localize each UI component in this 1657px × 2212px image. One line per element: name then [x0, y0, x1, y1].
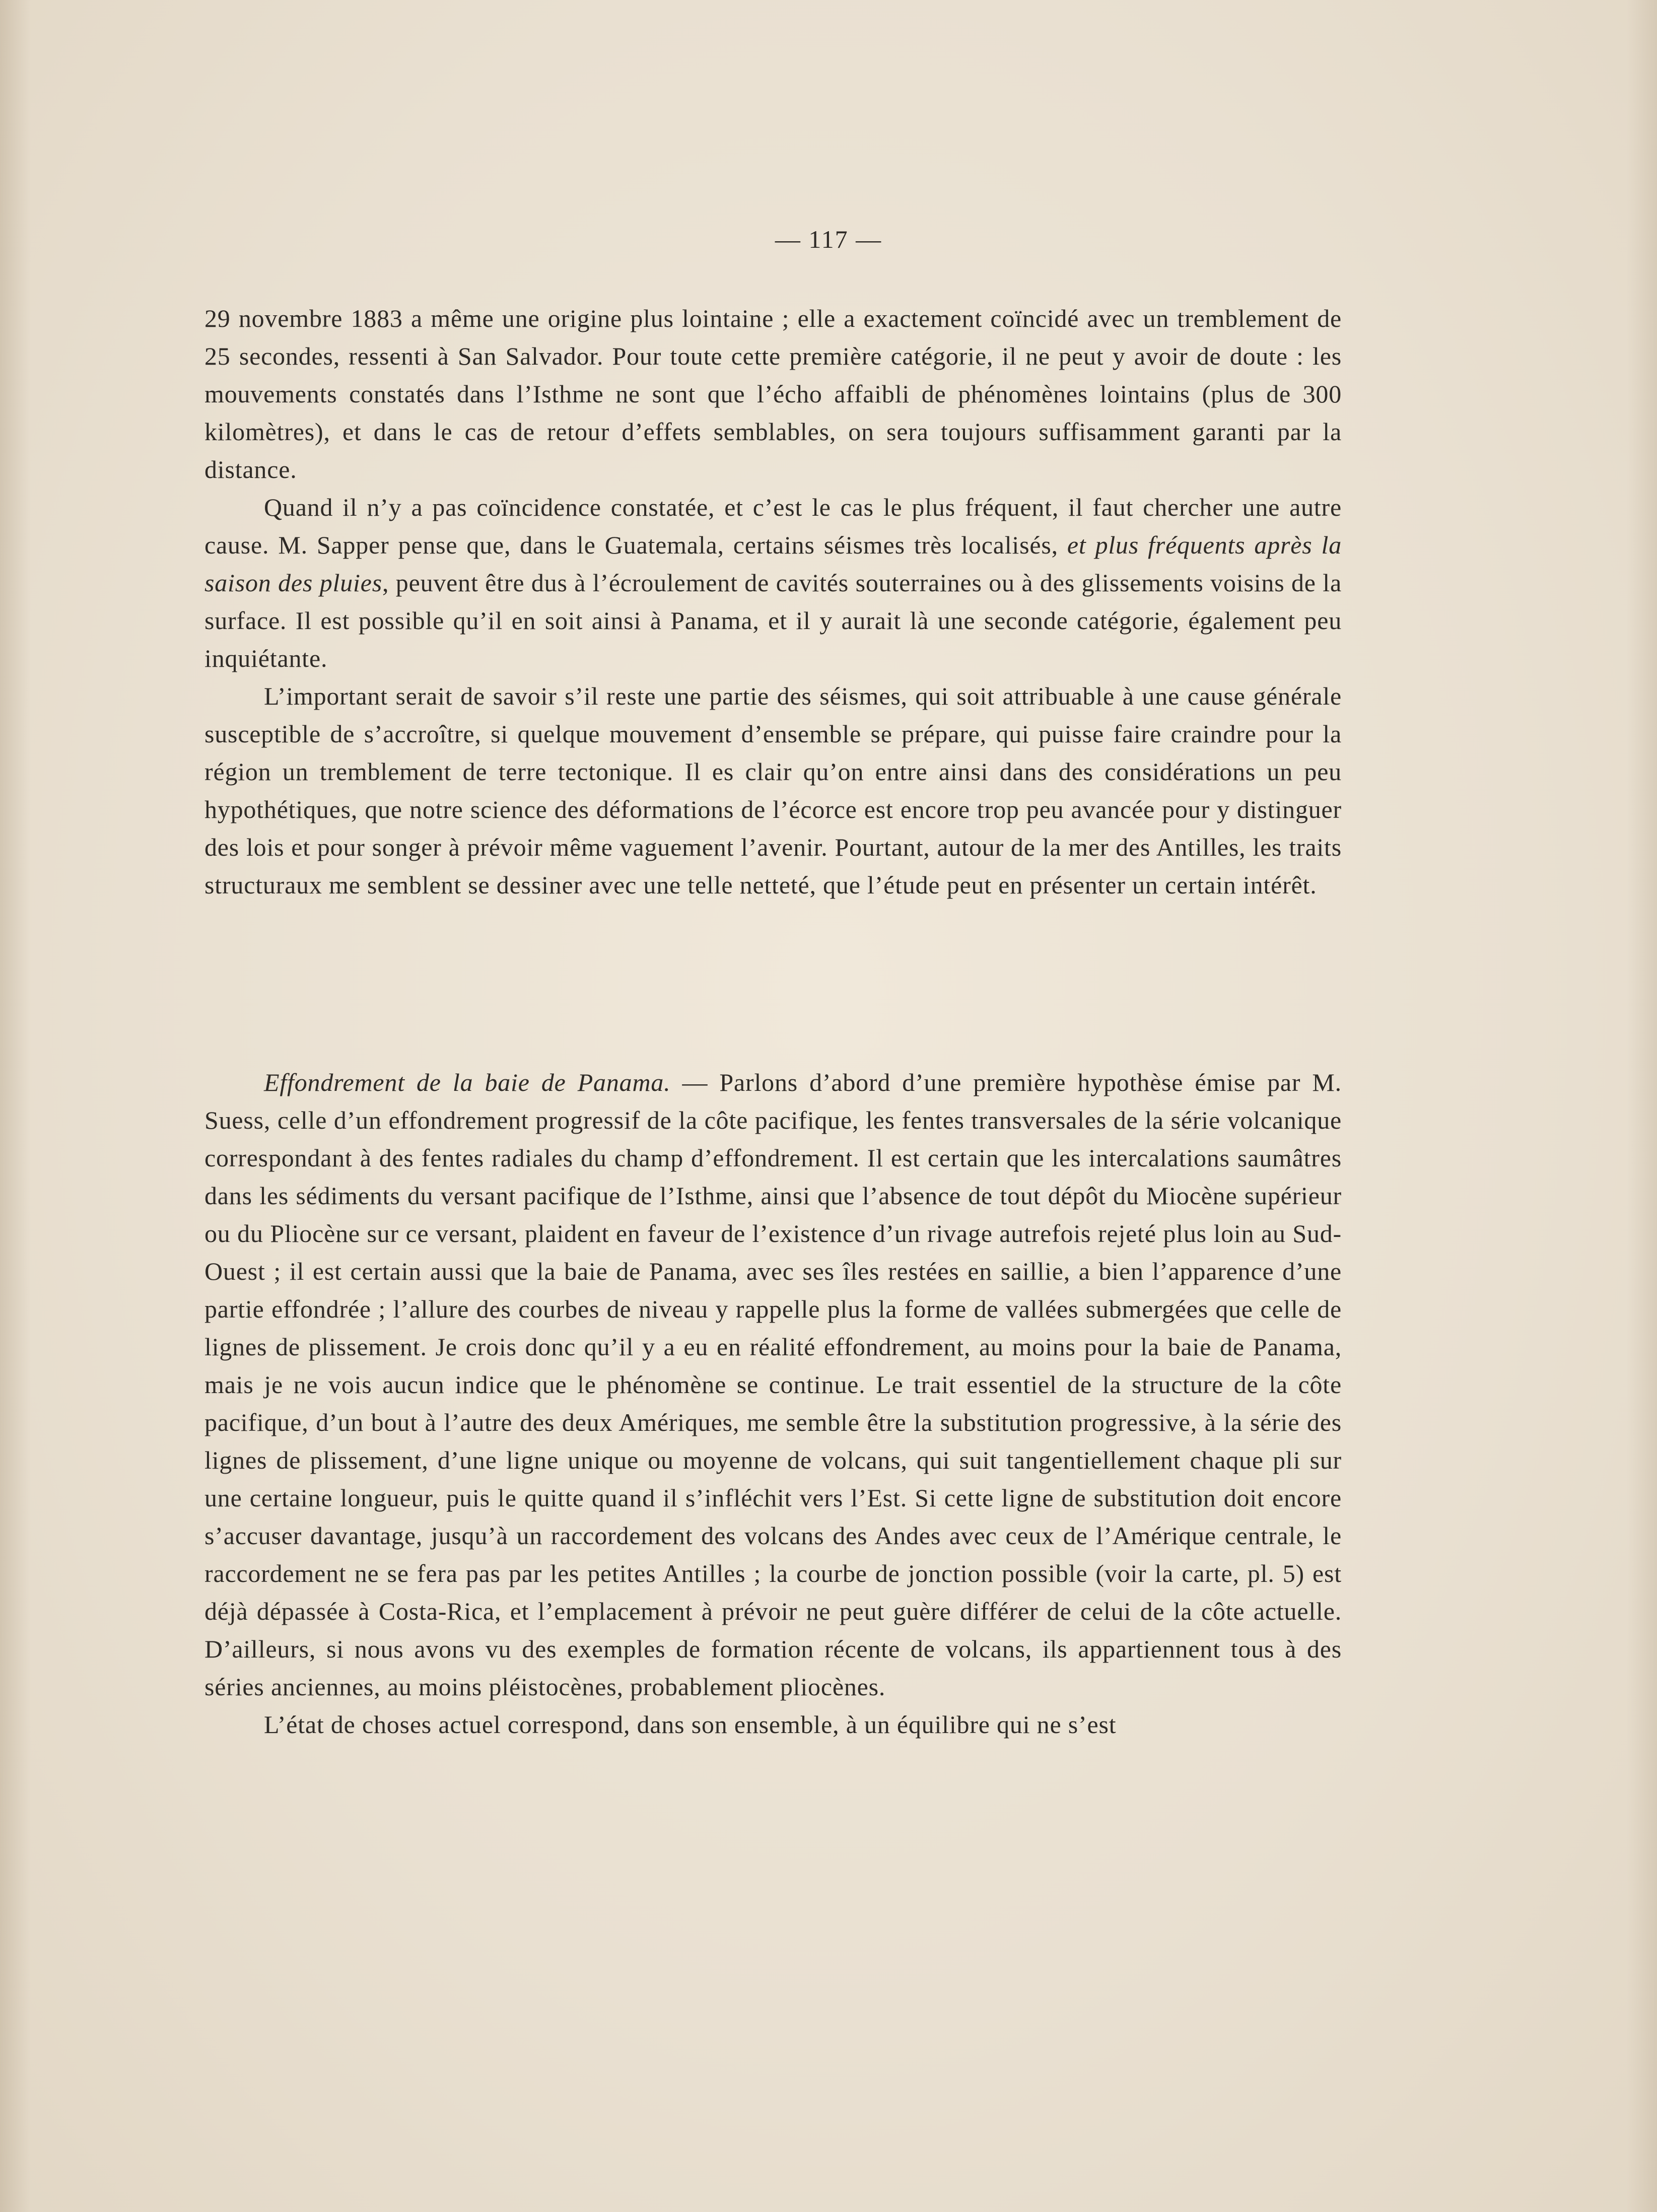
- paragraph-distant-origin: 29 novembre 1883 a même une origine plus lointaine ; elle a exactement coïncidé avec un tremblement de 25 secondes, ressenti à San Salvador. Pour toute cette première catégorie, il ne peut y avoir de doute : les mouvements constatés dans l’Isthme ne sont que l’écho affaibli de phénomènes lointains (plus de 300 kilomètres), et dans le cas de retour d’effets semblables, on sera toujours suffisamment garanti par la distance.: [204, 304, 1342, 483]
- paragraph-panama-bay-collapse: [204, 1064, 1342, 1706]
- paragraph-current-equilibrium: L’état de choses actuel correspond, dans son ensemble, à un équilibre qui ne s’est: [264, 1710, 1117, 1739]
- paragraph-local-cause-start: Quand il n’y a pas coïncidence constatée, et c’est le cas le plus fréquent, il faut chercher une autre cause. M. Sapper pense que, dans le Guatemala, certains séismes très localisés,: [204, 493, 1342, 559]
- italic-after-rainy-season: et plus fréquents après la saison des pluies: [204, 531, 1342, 597]
- panama-bay-collapse-section: [204, 1064, 1342, 1744]
- paragraph-local-cause-end: , peuvent être dus à l’écroulement de cavités souterraines ou à des glissements voisins de la surface. Il est possible qu’il en soit ainsi à Panama, et il y aurait là une seconde catégorie, également peu inquiétante.: [204, 569, 1342, 672]
- paragraph-panama-bay-body: — Parlons d’abord d’une première hypothèse émise par M. Suess, celle d’un effondrement progressif de la côte pacifique, les fentes transversales de la série volcanique correspondant à des fentes radiales du champ d’effondrement. Il est certain que les intercalations saumâtres dans les sédiments du versant pacifique de l’Isthme, ainsi que l’absence de tout dépôt du Miocène supérieur ou du Pliocène sur ce versant, plaident en faveur de l’existence d’un rivage autrefois rejeté plus loin au Sud-Ouest ; il est certain aussi que la baie de Panama, avec ses îles restées en saillie, a bien l’apparence d’une partie effondrée ; l’allure des courbes de niveau y rappelle plus la forme de vallées submergées que celle de lignes de plissement. Je crois donc qu’il y a eu en réalité effondrement, au moins pour la baie de Panama, mais je ne vois aucun indice que le phénomène se continue. Le trait essentiel de la structure de la côte pacifique, d’un bout à l’autre des deux Amériques, me semble être la substitution progressive, à la série des lignes de plissement, d’une ligne unique ou moyenne de volcans, qui suit tangentiellement chaque pli sur une certaine longueur, puis le quitte quand il s’infléchit vers l’Est. Si cette ligne de substitution doit encore s’accuser davantage, jusqu’à un raccordement des volcans des Andes avec ceux de l’Amérique centrale, le raccordement ne se fera pas par les petites Antilles ; la courbe de jonction possible (voir la carte, pl. 5) est déjà dépassée à Costa-Rica, et l’emplacement à prévoir ne peut guère différer de celui de la côte actuelle. D’ailleurs, si nous avons vu des exemples de formation récente de volcans, ils appartiennent tous à des séries anciennes, au moins pléistocènes, probablement pliocènes.: [204, 1068, 1342, 1701]
- seismic-origins-section: [204, 300, 1342, 904]
- paragraph-general-cause: L’important serait de savoir s’il reste une partie des séismes, qui soit attribuable à une cause générale susceptible de s’accroître, si quelque mouvement d’ensemble se prépare, qui puisse faire craindre pour la région un tremblement de terre tectonique. Il es clair qu’on entre ainsi dans des considérations un peu hypothétiques, que notre science des déformations de l’écorce est encore trop peu avancée pour y distinguer des lois et pour songer à prévoir même vaguement l’avenir. Pourtant, autour de la mer des Antilles, les traits structuraux me semblent se dessiner avec une telle netteté, que l’étude peut en présenter un certain intérêt.: [204, 682, 1342, 899]
- page-number: — 117 —: [775, 225, 882, 253]
- left-page-edge-shadow: [0, 0, 30, 2212]
- section-heading: Effondrement de la baie de Panama.: [264, 1068, 671, 1096]
- right-page-edge-shadow: [1627, 0, 1657, 2212]
- paragraph-local-cause: [204, 489, 1342, 677]
